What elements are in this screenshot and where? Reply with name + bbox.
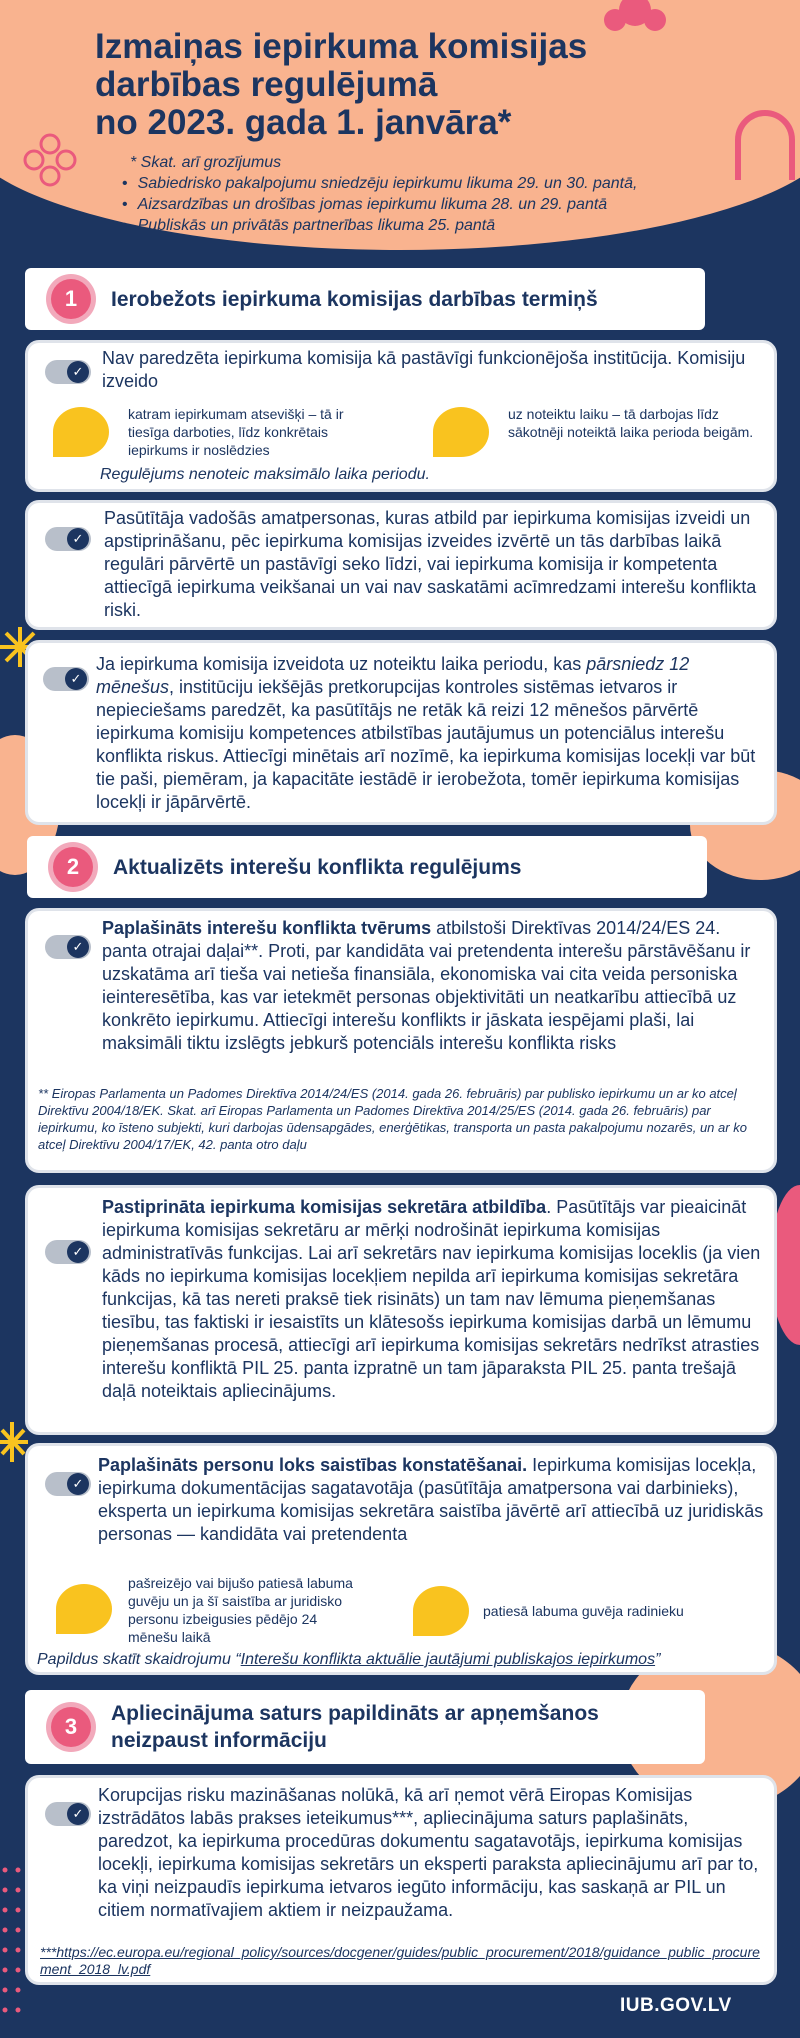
card-text: Pasūtītāja vadošās amatpersonas, kuras atbild par iepirkuma komisijas izveidi un apstiprināšanu, pēc iepirkuma komisijas izveides izvērtē un tās darbības laikā regulāri pārvērtē un pastāvīgi seko līdzi, vai iepirkuma komisija ir kompetenta attiecīgā iepirkuma veikšanai un vai nav saskatāmi acīmredzami interešu konflikta riski. — [104, 508, 757, 620]
title-line: darbības regulējumā — [95, 65, 438, 104]
section-title: Ierobežots iepirkuma komisijas darbības termiņš — [111, 287, 598, 311]
bullet-blob-icon — [413, 1586, 469, 1636]
option-text: pašreizējo vai bijušo patiesā labuma guvēju un ja šī saistība ar juridisko personu izbeigusies pēdējo 24 mēnešu laikā — [128, 1575, 353, 1645]
text-part: Iepirkuma komisijas locekļa, iepirkuma dokumentācijas sagatavotāja (pasūtītāja amatpersona vai darbinieks), eksperta un iepirkuma komisijas sekretāra saistība jāvērtē arī attiecībā uz juridiskās personas — kandidāta vai pretendenta — [98, 1455, 764, 1544]
section-number: 2 — [53, 847, 93, 887]
bullet-blob-icon — [433, 407, 489, 457]
section-2-card-1 — [25, 908, 777, 1173]
text-part: atbilstoši Direktīvas 2014/24/ES 24. panta otrajai daļai**. Proti, par kandidāta vai pretendenta interešu pārstāvēšanu ir uzskatāma arī tieša vai netieša finansiāla, ekonomiska vai cita veida personiska ieinteresētība, kas var ietekmēt personas objektivitāti un neatkarību attiecībā uz konkrēto iepirkumu. Attiecīgi interešu konflikts ir jāskata iespējami plaši, lai maksimāli tiktu izslēgts jebkurš potenciāls interešu konflikta risks — [102, 918, 751, 1053]
reference-link[interactable]: ***https://ec.europa.eu/regional_policy/sources/docgener/guides/public_procurement/2018/guidance_public_procurement_2018_lv.pdf — [40, 1944, 760, 1977]
card-text — [96, 653, 768, 814]
card-text: Korupcijas risku mazināšanas nolūkā, kā arī ņemot vērā Eiropas Komisijas izstrādātos labās prakses ieteikumus***, apliecinājuma saturs paplašināts, paredzot, ka iepirkuma procedūras dokumentu sagatavotājs, iepirkuma komisijas locekļi, iepirkuma komisijas sekretārs un eksperti paraksta apliecinājumu arī par to, ka viņi neizpaudīs iepirkuma ietvaros iegūto informāciju, kas saskaņā ar PIL un citiem normatīvajiem aktiem ir neizpaužama. — [98, 1785, 759, 1920]
option-text: patiesā labuma guvēja radinieku — [483, 1603, 684, 1619]
card-text — [102, 1196, 767, 1403]
option-text: katram iepirkumam atsevišķi – tā ir tiesīga darboties, līdz konkrētais iepirkums ir noslēdzies — [128, 406, 344, 458]
section-3-header — [25, 1690, 705, 1764]
section-2-card-2 — [25, 1185, 777, 1435]
toggle-switch[interactable] — [43, 667, 89, 691]
note-item: • Publiskās un privātās partnerības likuma 25. pantā — [130, 215, 637, 236]
text-part: . Pasūtītājs var pieaicināt iepirkuma komisijas sekretāru ar mērķi nodrošināt iepirkuma komisijas administratīvās funkcijas. Lai arī sekretārs nav iepirkuma komisijas loceklis (ja vien kāds no iepirkuma komisijas locekļiem nepilda arī iepirkuma komisijas sekretāra funkcijas, kā tas nereti praksē tiek risināts) un tam nav lēmuma pieņemšanas tiesību, tas faktiski ir iesaistīts un klātesošs iepirkuma komisijas darbā un lēmumu pieņemšanas procesā, attiecīgi arī iepirkuma komisijas sekretārs nedrīkst atrasties interešu konfliktā PIL 25. panta izpratnē un tam jāparaksta PIL 25. panta trešajā daļā noteiktais apliecinājums. — [102, 1197, 761, 1401]
bullet-blob-icon — [56, 1584, 112, 1634]
text-part: Ja iepirkuma komisija izveidota uz noteiktu laika periodu, kas — [96, 654, 587, 674]
footnote: ** Eiropas Parlamenta un Padomes Direktīva 2014/24/ES (2014. gada 26. februāris) par publisko iepirkumu un ar ko atceļ Direktīvu 2004/18/EK. Skat. arī Eiropas Parlamenta un Padomes Direktīva 2014/25/ES (2014. gada 26. februāris) par iepirkumu, ko īsteno subjekti, kuri darbojas ūdensapgādes, enerģētikas, transporta un pasta pakalpojumu nozarēs, un ar ko atceļ Direktīvu 2004/17/EK, 42. panta otro daļu — [38, 1086, 747, 1152]
text-part: , institūciju iekšējās pretkorupcijas kontroles sistēmas ietvaros ir nepieciešams paredzēt, ka pasūtītājs ne retāk kā reizi 12 mēnešos pārvērtē iepirkuma komisiju kompetences atbilstības jautājumus un potenciālus interešu konflikta riskus. Attiecīgi minētais arī nozīmē, ka iepirkuma komisijas locekļi var būt tie paši, piemēram, ja kapacitāte iestādē ir ierobežota, tomēr iepirkuma komisijas locekļi ir jāpārvērtē. — [96, 677, 756, 812]
section-1-header — [25, 268, 705, 330]
section-3-card-1 — [25, 1775, 777, 1985]
title-line: Izmaiņas iepirkuma komisijas — [95, 27, 588, 66]
section-title: Aktualizēts interešu konflikta regulējums — [113, 855, 522, 879]
section-2-card-3 — [25, 1443, 777, 1675]
flower-decoration-icon — [20, 130, 80, 190]
card-footer — [37, 1648, 660, 1671]
note-intro: * Skat. arī grozījumus — [130, 154, 282, 171]
card-text — [102, 917, 767, 1055]
explanation-link[interactable]: Interešu konflikta aktuālie jautājumi publiskajos iepirkumos — [240, 1651, 656, 1668]
text-bold: Paplašināts interešu konflikta tvērums — [102, 918, 432, 938]
option-text: uz noteiktu laiku – tā darbojas līdz sākotnēji noteiktā laika perioda beigām. — [508, 406, 754, 440]
section-1-card-2 — [25, 500, 777, 630]
arch-decoration-icon — [730, 100, 800, 190]
text-bold: Pastiprināta iepirkuma komisijas sekretāra atbildība — [102, 1197, 547, 1217]
toggle-switch[interactable] — [45, 1802, 91, 1826]
title-line: no 2023. gada 1. janvāra* — [95, 103, 512, 142]
page-title — [95, 28, 715, 142]
check-icon: ✓ — [67, 361, 89, 383]
toggle-switch[interactable] — [45, 527, 91, 551]
card-text — [98, 1454, 768, 1546]
check-icon: ✓ — [67, 528, 89, 550]
card-footer: Regulējums nenoteic maksimālo laika periodu. — [100, 466, 430, 483]
site-url[interactable]: IUB.GOV.LV — [620, 1995, 732, 2016]
text-bold: Paplašināts personu loks saistības konstatēšanai. — [98, 1455, 528, 1475]
section-number: 3 — [51, 1707, 91, 1747]
footer-text: Papildus skatīt skaidrojumu “ — [37, 1651, 241, 1668]
header-note — [130, 152, 637, 236]
toggle-switch[interactable] — [45, 1240, 91, 1264]
check-icon: ✓ — [67, 1241, 89, 1263]
note-list — [130, 173, 637, 236]
note-item: • Aizsardzības un drošības jomas iepirkumu likuma 28. un 29. pantā — [130, 194, 637, 215]
check-icon: ✓ — [67, 936, 89, 958]
toggle-switch[interactable] — [45, 360, 91, 384]
section-number: 1 — [51, 279, 91, 319]
card-text: Nav paredzēta iepirkuma komisija kā pastāvīgi funkcionējoša institūcija. Komisiju izveido — [102, 348, 746, 391]
text-emphasis: pārsniedz 12 mēnešus — [96, 654, 690, 697]
toggle-switch[interactable] — [45, 935, 91, 959]
bullet-blob-icon — [53, 407, 109, 457]
check-icon: ✓ — [67, 1473, 89, 1495]
section-1-card-1 — [25, 340, 777, 492]
footer-text: ” — [655, 1651, 661, 1668]
note-item: • Sabiedrisko pakalpojumu sniedzēju iepirkumu likuma 29. un 30. pantā, — [130, 173, 637, 194]
check-icon: ✓ — [65, 668, 87, 690]
section-title: Apliecinājuma saturs papildināts ar apņemšanos neizpaust informāciju — [111, 1702, 599, 1752]
section-1-card-3 — [25, 640, 777, 825]
check-icon: ✓ — [67, 1803, 89, 1825]
section-2-header — [27, 836, 707, 898]
toggle-switch[interactable] — [45, 1472, 91, 1496]
